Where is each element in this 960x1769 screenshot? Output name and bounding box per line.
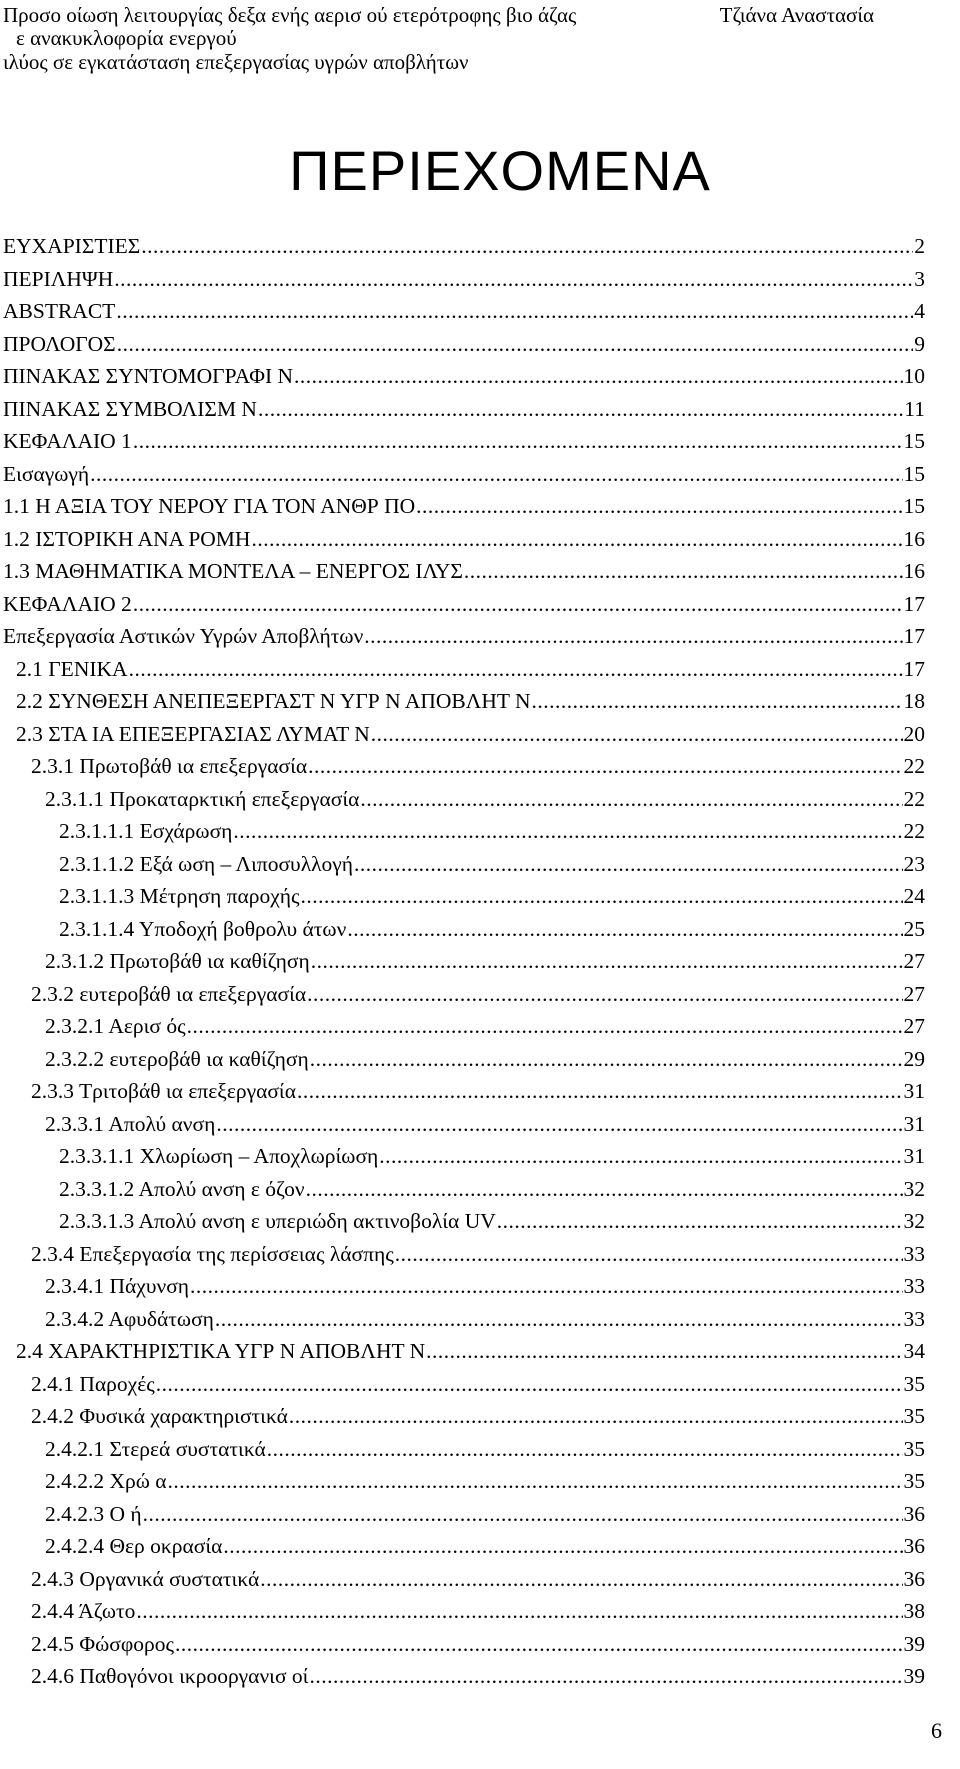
toc-entry-label: 2.4.2.2 Χρώ α: [45, 1469, 167, 1493]
toc-entry[interactable]: [3, 425, 925, 457]
toc-entry-label: 2.3.2.1 Αερισ ός: [45, 1014, 186, 1038]
toc-entry-page: 25: [903, 916, 925, 941]
toc-entry-page: 33: [903, 1274, 925, 1298]
toc-entry-page: 16: [903, 526, 925, 551]
toc-entry[interactable]: [45, 1010, 925, 1042]
toc-entry-label: 2.4.2.3 Ο ή: [45, 1501, 142, 1526]
toc-entry[interactable]: [59, 1173, 925, 1205]
toc-entry-label: 2.4.5 Φώσφορος: [31, 1631, 174, 1656]
toc-entry-label: 2.4.1 Παροχές: [31, 1371, 155, 1396]
toc-leader-dots: [90, 458, 902, 490]
toc-entry[interactable]: [3, 555, 925, 587]
toc-entry[interactable]: [3, 490, 925, 522]
toc-leader-dots: [136, 1595, 902, 1627]
toc-entry[interactable]: [45, 1530, 925, 1562]
toc-entry-page: 2: [914, 234, 925, 258]
toc-entry[interactable]: [16, 1335, 925, 1367]
page-number: 6: [931, 1718, 942, 1743]
toc-entry[interactable]: [45, 1270, 925, 1302]
toc-leader-dots: [297, 1075, 903, 1107]
toc-entry-label: 1.3 ΜΑΘΗΜΑΤΙΚΑ ΜΟΝΤΕΛΑ – ΕΝΕΡΓΟΣ ΙΛΥΣ: [3, 559, 463, 583]
toc-leader-dots: [364, 620, 902, 652]
toc-entry[interactable]: [45, 1043, 925, 1075]
toc-entry-page: 32: [903, 1176, 925, 1201]
toc-leader-dots: [301, 880, 903, 912]
toc-entry-label: 2.3.3.1.3 Απολύ ανση ε υπεριώδη ακτινοβολία UV: [59, 1209, 496, 1233]
toc-entry-label: Εισαγωγή: [3, 461, 90, 486]
toc-leader-dots: [311, 945, 903, 977]
toc-leader-dots: [306, 1173, 903, 1205]
toc-entry[interactable]: [31, 1563, 925, 1595]
toc-leader-dots: [215, 1303, 903, 1335]
toc-entry[interactable]: [45, 945, 925, 977]
toc-leader-dots: [260, 1563, 902, 1595]
toc-entry-page: 24: [903, 884, 925, 908]
header-title-line-3: ιλύος σε εγκατάσταση επεξεργασίας υγρών αποβλήτων: [3, 50, 469, 74]
toc-entry[interactable]: [59, 1140, 925, 1172]
toc-leader-dots: [426, 1335, 902, 1367]
toc-leader-dots: [133, 425, 903, 457]
toc-entry[interactable]: [31, 1400, 925, 1432]
toc-entry-page: 36: [903, 1566, 925, 1591]
toc-entry-page: 18: [903, 689, 925, 713]
toc-entry-label: Επεξεργασία Αστικών Υγρών Αποβλήτων: [3, 624, 364, 648]
toc-entry[interactable]: [59, 815, 925, 847]
toc-entry-label: ΕΥΧΑΡΙΣΤΙΕΣ: [3, 234, 141, 258]
toc-entry-page: 15: [903, 461, 925, 486]
toc-entry[interactable]: [45, 1498, 925, 1530]
toc-leader-dots: [310, 1043, 903, 1075]
toc-leader-dots: [233, 815, 902, 847]
toc-entry-label: ΠΙΝΑΚΑΣ ΣΥΜΒΟΛΙΣΜ Ν: [3, 396, 257, 421]
toc-entry-label: 2.4.2.1 Στερεά συστατικά: [45, 1436, 266, 1461]
toc-leader-dots: [156, 1368, 903, 1400]
toc-leader-dots: [464, 555, 903, 587]
toc-entry-label: 2.4.3 Οργανικά συστατικά: [31, 1566, 260, 1591]
toc-leader-dots: [168, 1465, 903, 1497]
toc-entry[interactable]: [59, 848, 925, 880]
toc-entry-label: 2.3.4 Επεξεργασία της περίσσειας λάσπης: [31, 1241, 394, 1266]
toc-entry-label: ΚΕΦΑΛΑΙΟ 2: [3, 591, 132, 616]
toc-entry-page: 35: [903, 1436, 925, 1461]
toc-entry-label: 2.3.1.1.1 Εσχάρωση: [59, 819, 233, 843]
toc-entry-label: 2.4.2.4 Θερ οκρασία: [45, 1534, 223, 1558]
toc-leader-dots: [267, 1433, 903, 1465]
toc-entry-label: 2.3 ΣΤΑ ΙΑ ΕΠΕΞΕΡΓΑΣΙΑΣ ΛΥΜΑΤ Ν: [16, 721, 370, 746]
toc-entry-page: 17: [903, 656, 925, 681]
toc-entry-page: 33: [903, 1241, 925, 1266]
toc-leader-dots: [308, 750, 902, 782]
toc-leader-dots: [371, 718, 903, 750]
toc-entry-page: 39: [903, 1631, 925, 1656]
toc-leader-dots: [114, 263, 913, 295]
toc-entry-label: ΠΕΡΙΛΗΨΗ: [3, 266, 114, 291]
toc-entry[interactable]: [3, 328, 925, 360]
toc-entry[interactable]: [45, 1465, 925, 1497]
toc-entry[interactable]: [3, 458, 925, 490]
toc-entry-page: 15: [903, 494, 925, 518]
toc-entry-label: 2.3.3.1.2 Απολύ ανση ε όζον: [59, 1176, 305, 1201]
toc-entry-label: 2.3.1.1.2 Εξά ωση – Λιποσυλλογή: [59, 851, 354, 876]
toc-entry[interactable]: [31, 1628, 925, 1660]
toc-entry-page: 33: [903, 1306, 925, 1331]
toc-entry[interactable]: [45, 1303, 925, 1335]
toc-entry-label: 1.2 ΙΣΤΟΡΙΚΗ ΑΝΑ ΡΟΜΗ: [3, 526, 251, 551]
toc-entry-page: 3: [914, 266, 925, 291]
toc-leader-dots: [251, 523, 902, 555]
toc-leader-dots: [347, 913, 902, 945]
toc-leader-dots: [416, 490, 902, 522]
toc-entry-page: 11: [904, 396, 925, 421]
toc-leader-dots: [117, 328, 914, 360]
toc-entry-page: 16: [903, 559, 925, 583]
toc-entry[interactable]: [59, 880, 925, 912]
toc-entry[interactable]: [31, 750, 925, 782]
toc-entry-label: 2.3.4.1 Πάχυνση: [45, 1274, 190, 1298]
toc-entry[interactable]: [16, 653, 925, 685]
toc-entry[interactable]: [59, 1205, 925, 1237]
toc-leader-dots: [216, 1108, 902, 1140]
toc-leader-dots: [143, 1498, 903, 1530]
toc-entry-page: 35: [903, 1469, 925, 1493]
toc-entry-page: 10: [903, 364, 925, 388]
toc-entry-label: 2.4.4 Άζωτο: [31, 1599, 136, 1623]
toc-entry-label: 2.1 ΓΕΝΙΚΑ: [16, 656, 128, 681]
toc-entry-page: 15: [903, 429, 925, 453]
toc-entry-label: 2.3.3.1.1 Χλωρίωση – Αποχλωρίωση: [59, 1144, 379, 1168]
toc-entry-page: 31: [903, 1079, 925, 1103]
toc-entry-page: 17: [903, 591, 925, 616]
toc-entry-label: 2.4.2 Φυσικά χαρακτηριστικά: [31, 1404, 288, 1428]
toc-entry-page: 29: [903, 1046, 925, 1071]
toc-entry[interactable]: [31, 1368, 925, 1400]
toc-entry[interactable]: [3, 523, 925, 555]
toc-leader-dots: [141, 230, 913, 262]
toc-entry[interactable]: [16, 718, 925, 750]
toc-entry[interactable]: [31, 1075, 925, 1107]
header-title-line-1: Προσο οίωση λειτουργίας δεξα ενής αερισ ού ετερότροφης βιο άζας: [3, 3, 577, 27]
toc-leader-dots: [354, 848, 902, 880]
toc-entry[interactable]: [31, 978, 925, 1010]
toc-entry[interactable]: [3, 295, 925, 327]
toc-entry-page: 22: [903, 819, 925, 843]
toc-leader-dots: [309, 1660, 902, 1692]
toc-entry-label: 2.3.1.1.4 Υποδοχή βοθρολυ άτων: [59, 916, 347, 941]
toc-entry-page: 35: [903, 1404, 925, 1428]
toc-entry-label: ΠΡΟΛΟΓΟΣ: [3, 331, 116, 356]
toc-leader-dots: [497, 1205, 903, 1237]
toc-entry[interactable]: [3, 620, 925, 652]
toc-entry-page: 22: [903, 754, 925, 778]
toc-entry-page: 27: [903, 949, 925, 973]
toc-entry-label: ΚΕΦΑΛΑΙΟ 1: [3, 429, 132, 453]
toc-entry[interactable]: [31, 1238, 925, 1270]
toc-entry-page: 4: [914, 299, 925, 323]
toc-entry-page: 27: [903, 1014, 925, 1038]
toc-leader-dots: [129, 653, 903, 685]
toc-entry-label: 2.3.4.2 Αφυδάτωση: [45, 1306, 214, 1331]
toc-leader-dots: [360, 783, 902, 815]
toc-entry[interactable]: [31, 1595, 925, 1627]
toc-entry-label: 2.2 ΣΥΝΘΕΣΗ ΑΝΕΠΕΞΕΡΓΑΣΤ Ν ΥΓΡ Ν ΑΠΟΒΛΗΤ Ν: [16, 689, 531, 713]
toc-entry-label: ΠΙΝΑΚΑΣ ΣΥΝΤΟΜΟΓΡΑΦΙ Ν: [3, 364, 294, 388]
toc-leader-dots: [379, 1140, 902, 1172]
toc-entry-label: 2.4 ΧΑΡΑΚΤΗΡΙΣΤΙΚΑ ΥΓΡ Ν ΑΠΟΒΛΗΤ Ν: [16, 1339, 426, 1363]
toc-entry-page: 38: [903, 1599, 925, 1623]
toc-entry-page: 36: [903, 1501, 925, 1526]
toc-entry-page: 39: [903, 1664, 925, 1688]
toc-leader-dots: [258, 393, 903, 425]
toc-entry-page: 22: [903, 786, 925, 811]
toc-entry[interactable]: [31, 1660, 925, 1692]
toc-leader-dots: [532, 685, 903, 717]
toc-leader-dots: [187, 1010, 903, 1042]
toc-leader-dots: [133, 588, 903, 620]
header-title-line-2: ε ανακυκλοφορία ενεργού: [16, 26, 237, 50]
toc-entry-page: 34: [903, 1339, 925, 1363]
toc-entry-label: 2.3.1 Πρωτοβάθ ια επεξεργασία: [31, 754, 308, 778]
toc-entry-label: 2.3.2 ευτεροβάθ ια επεξεργασία: [31, 981, 307, 1006]
toc-entry[interactable]: [45, 783, 925, 815]
toc-entry[interactable]: [3, 263, 925, 295]
toc-entry[interactable]: [59, 913, 925, 945]
toc-entry-page: 35: [903, 1371, 925, 1396]
toc-entry-label: 2.3.3.1 Απολύ ανση: [45, 1111, 216, 1136]
toc-entry-label: 2.3.1.1.3 Μέτρηση παροχής: [59, 884, 300, 908]
toc-entry-page: 23: [903, 851, 925, 876]
toc-entry-page: 32: [903, 1209, 925, 1233]
toc-entry-page: 36: [903, 1534, 925, 1558]
toc-leader-dots: [223, 1530, 902, 1562]
toc-leader-dots: [289, 1400, 903, 1432]
page-title: ΠΕΡΙΕΧΟΜΕΝΑ: [289, 139, 711, 202]
toc-entry[interactable]: [45, 1433, 925, 1465]
toc-entry-label: 1.1 Η ΑΞΙΑ ΤΟΥ ΝΕΡΟΥ ΓΙΑ ΤΟΝ ΑΝΘΡ ΠΟ: [3, 494, 416, 518]
toc-leader-dots: [294, 360, 902, 392]
toc-entry[interactable]: [45, 1108, 925, 1140]
toc-entry-page: 17: [903, 624, 925, 648]
toc-entry[interactable]: [3, 588, 925, 620]
toc-entry[interactable]: [16, 685, 925, 717]
toc-leader-dots: [190, 1270, 902, 1302]
toc-entry-label: 2.4.6 Παθογόνοι ικροοργανισ οί: [31, 1664, 309, 1688]
toc-entry-label: 2.3.1.2 Πρωτοβάθ ια καθίζηση: [45, 949, 310, 973]
toc-leader-dots: [116, 295, 913, 327]
toc-entry-label: 2.3.1.1 Προκαταρκτική επεξεργασία: [45, 786, 360, 811]
toc-entry-page: 27: [903, 981, 925, 1006]
toc-entry[interactable]: [3, 360, 925, 392]
toc-entry-label: 2.3.3 Τριτοβάθ ια επεξεργασία: [31, 1079, 296, 1103]
toc-entry-label: ABSTRACT: [3, 299, 116, 323]
toc-entry-page: 31: [903, 1144, 925, 1168]
toc-entry-page: 20: [903, 721, 925, 746]
toc-leader-dots: [395, 1238, 903, 1270]
toc-entry-page: 9: [914, 331, 925, 356]
toc-entry-page: 31: [903, 1111, 925, 1136]
toc-leader-dots: [307, 978, 902, 1010]
toc-entry[interactable]: [3, 393, 925, 425]
toc-leader-dots: [175, 1628, 903, 1660]
header-author: Τζιάνα Αναστασία: [719, 3, 874, 27]
toc-entry-label: 2.3.2.2 ευτεροβάθ ια καθίζηση: [45, 1046, 309, 1071]
toc-entry[interactable]: [3, 230, 925, 262]
